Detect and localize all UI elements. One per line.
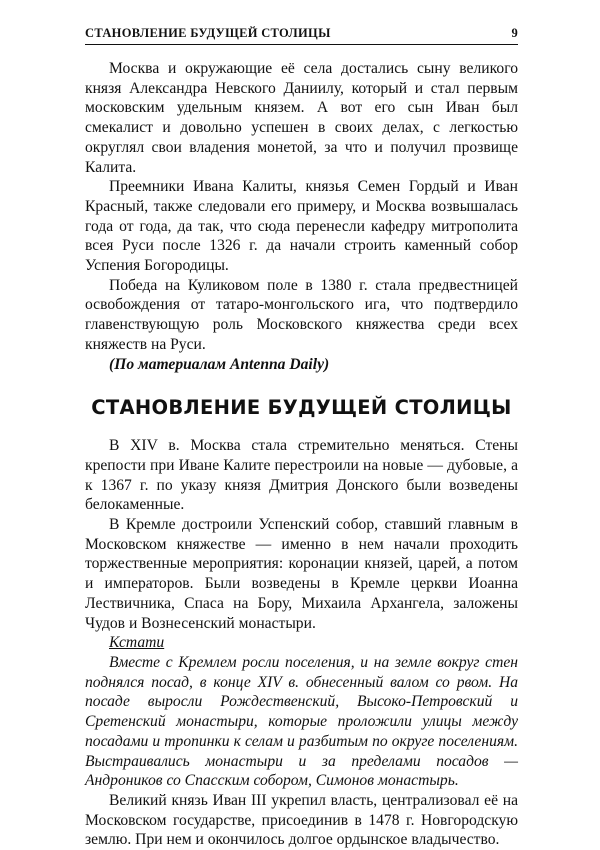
closing-paragraph: Великий князь Иван III укрепил власть, централизовал её на Московском государстве, присоединив в 1478 г. Новгородскую землю. При нем и окончилось долгое ордынское владычество. [85, 791, 518, 849]
aside-text: Вместе с Кремлем росли поселения, и на земле вокруг стен поднялся посад, в конце XIV в. обнесенный валом со рвом. На посаде выросли Рождественский, Высоко-Петровский и Сретенский монастыри, которые проложили улицы между посадами и тропинки к селам и разбитым по округе поселениям. Выстраивались монастыри и за пределами посадов — Андроников со Спасским собором, Симонов монастырь. [85, 653, 518, 790]
page-content [85, 59, 518, 850]
source-note: (По материалам Antenna Daily) [109, 355, 330, 373]
running-header-title: СТАНОВЛЕНИЕ БУДУЩЕЙ СТОЛИЦЫ [85, 26, 331, 40]
section-paragraph-1: В XIV в. Москва стала стремительно меняться. Стены крепости при Иване Калите перестроили на новые — дубовые, а к 1367 г. по указу князя Дмитрия Донского были возведены белокаменные. [85, 437, 518, 514]
section-title: СТАНОВЛЕНИЕ БУДУЩЕЙ СТОЛИЦЫ [91, 396, 512, 420]
section-paragraph-2: В Кремле достроили Успенский собор, ставший главным в Московском княжестве — именно в нем начали проходить торжественные мероприятия: коронации князей, царей, а потом и императоров. Были возведены в Кремле церкви Иоанна Лествичника, Спаса на Бору, Михаила Архангела, заложены Чудов и Вознесенский монастыри. [85, 516, 518, 632]
aside-label: Кстати [109, 634, 165, 652]
book-page [85, 26, 518, 850]
page-number: 9 [511, 26, 518, 40]
intro-paragraph-2: Преемники Ивана Калиты, князья Семен Гордый и Иван Красный, также следовали его примеру, и Москва возвышалась года от года, да так, что сюда перенесли кафедру митрополита всея Руси после 1326 г. да начали строить каменный собор Успения Богородицы. [85, 178, 518, 275]
intro-paragraph-3: Победа на Куликовом поле в 1380 г. стала предвестницей освобождения от татаро-монгольского ига, что подтвердило главенствующую роль Московского княжества среди всех княжеств на Руси. [85, 276, 518, 353]
running-header [85, 26, 518, 45]
intro-paragraph-1: Москва и окружающие её села достались сыну великого князя Александра Невского Даниилу, который и стал первым московским удельным князем. А вот его сын Иван был смекалист и довольно успешен в своих делах, с легкостью округлял свои владения монетой, за что и получил прозвище Калита. [85, 60, 518, 176]
